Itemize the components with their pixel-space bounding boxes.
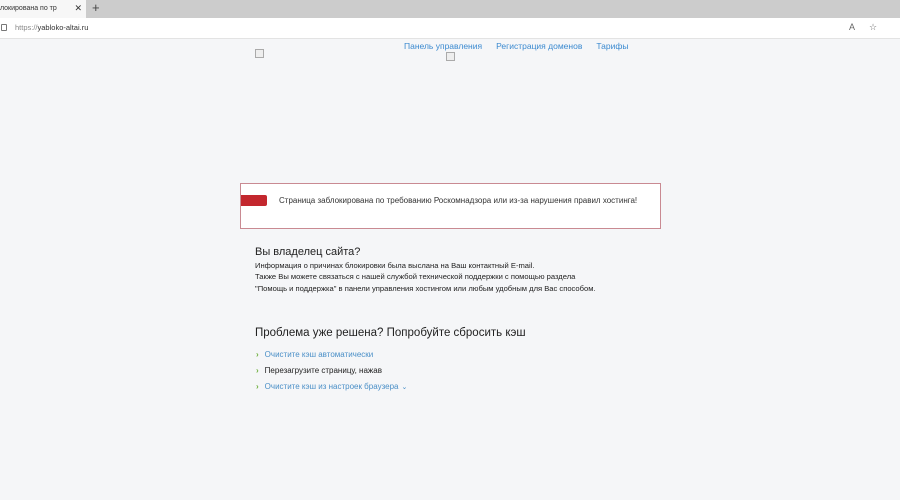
nav-tariffs[interactable]: Тарифы — [596, 41, 629, 51]
url-host: yabloko-altai.ru — [37, 23, 89, 32]
url-field[interactable] — [15, 23, 88, 32]
nav-control-panel[interactable]: Панель управления — [404, 41, 483, 51]
tab-bar — [0, 0, 900, 18]
chevron-right-icon: › — [256, 382, 259, 391]
logo-image — [255, 49, 264, 58]
owner-text-line: "Помощь и поддержка" в панели управления хостингом или любым удобным для Вас способом. — [255, 284, 596, 293]
chevron-right-icon: › — [256, 350, 259, 359]
list-item[interactable] — [256, 350, 373, 359]
tab-title: локирована по тр — [0, 5, 57, 12]
url-scheme: https:// — [15, 23, 38, 32]
chevron-down-icon[interactable]: ⌄ — [401, 384, 408, 391]
list-item[interactable] — [256, 382, 407, 391]
chevron-right-icon: › — [256, 366, 259, 375]
clear-cache-browser-link[interactable]: Очистите кэш из настроек браузера — [264, 382, 399, 391]
address-bar[interactable] — [0, 18, 900, 39]
reload-text: Перезагрузите страницу, нажав — [264, 366, 382, 375]
owner-text-line: Информация о причинах блокировки была выслана на Ваш контактный E-mail. — [255, 261, 535, 270]
broken-image — [446, 52, 455, 61]
browser-tab[interactable] — [0, 0, 86, 18]
new-tab-icon[interactable]: + — [92, 0, 100, 15]
owner-text-line: Также Вы можете связаться с нашей службой технической поддержки с помощью раздела — [255, 272, 576, 281]
clear-cache-auto-link[interactable]: Очистите кэш автоматически — [264, 350, 374, 359]
alert-message: Страница заблокирована по требованию Роскомнадзора или из-за нарушения правил хостинга! — [279, 196, 638, 205]
alert-marker — [241, 195, 267, 206]
owner-heading: Вы владелец сайта? — [255, 246, 361, 258]
close-tab-icon[interactable]: ✕ — [74, 3, 82, 13]
read-aloud-icon[interactable]: A — [849, 22, 856, 32]
block-alert — [240, 183, 661, 229]
nav-domain-registration[interactable]: Регистрация доменов — [496, 41, 583, 51]
cache-heading: Проблема уже решена? Попробуйте сбросить кэш — [255, 327, 526, 339]
favorites-icon[interactable]: ☆ — [869, 22, 878, 32]
list-item — [256, 366, 382, 375]
top-nav — [404, 41, 628, 51]
lock-icon[interactable] — [1, 24, 7, 31]
